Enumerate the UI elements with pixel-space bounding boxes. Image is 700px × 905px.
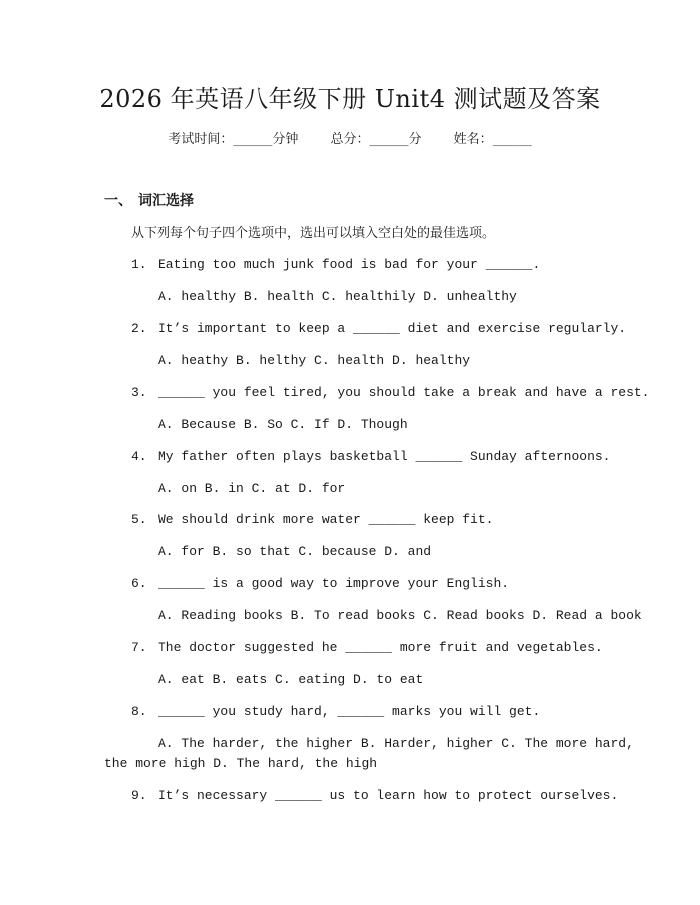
- question-text: We should drink more water ______ keep fit.: [158, 512, 494, 527]
- question-text: Eating too much junk food is bad for your ______.: [158, 257, 541, 272]
- question-7-options: A. eat B. eats C. eating D. to eat: [158, 672, 424, 687]
- question-6-options: A. Reading books B. To read books C. Read books D. Read a book: [158, 608, 642, 623]
- section-number: 一、: [104, 193, 132, 209]
- question-text: It’s important to keep a ______ diet and exercise regularly.: [158, 321, 627, 336]
- question-number: 8.: [131, 704, 147, 719]
- question-text: ______ is a good way to improve your English.: [158, 576, 510, 591]
- question-text: ______ you study hard, ______ marks you will get.: [158, 704, 541, 719]
- question-number: 4.: [131, 449, 147, 464]
- question-text: The doctor suggested he ______ more fruit and vegetables.: [158, 640, 603, 655]
- name-field: 姓名：______: [453, 132, 532, 147]
- options-line: the more high D. The hard, the high: [104, 756, 378, 771]
- section-heading: [104, 191, 194, 211]
- question-number: 2.: [131, 321, 147, 336]
- question-number: 3.: [131, 385, 147, 400]
- question-8-options: [104, 734, 634, 774]
- options-line: A. The harder, the higher B. Harder, higher C. The more hard,: [158, 736, 634, 751]
- page-title: 2026 年英语八年级下册 Unit4 测试题及答案: [99, 85, 601, 113]
- question-number: 1.: [131, 257, 147, 272]
- question-number: 5.: [131, 512, 147, 527]
- section-title: 词汇选择: [138, 193, 194, 209]
- question-text: It’s necessary ______ us to learn how to protect ourselves.: [158, 788, 619, 803]
- question-text: ______ you feel tired, you should take a break and have a rest.: [158, 385, 650, 400]
- question-5-options: A. for B. so that C. because D. and: [158, 544, 432, 559]
- exam-info: [0, 131, 700, 149]
- question-2-options: A. heathy B. helthy C. health D. healthy: [158, 353, 471, 368]
- question-1-options: A. healthy B. health C. healthily D. unhealthy: [158, 289, 517, 304]
- exam-time-field: 考试时间：______分钟: [168, 132, 299, 147]
- question-text: My father often plays basketball ______ Sunday afternoons.: [158, 449, 611, 464]
- question-number: 7.: [131, 640, 147, 655]
- question-3-options: A. Because B. So C. If D. Though: [158, 417, 408, 432]
- section-instruction: 从下列每个句子四个选项中，选出可以填入空白处的最佳选项。: [131, 226, 496, 241]
- question-number: 6.: [131, 576, 147, 591]
- question-4-options: A. on B. in C. at D. for: [158, 481, 346, 496]
- question-number: 9.: [131, 788, 147, 803]
- total-score-field: 总分：______分: [330, 132, 422, 147]
